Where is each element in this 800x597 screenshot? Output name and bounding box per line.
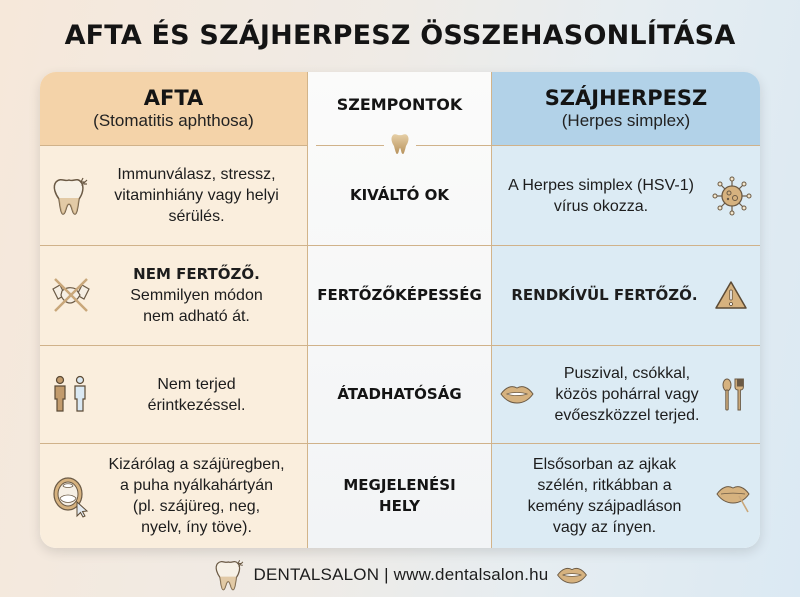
lips-icon — [556, 566, 588, 584]
herpes-contagion-cell — [492, 246, 717, 345]
text-line: vírus okozza. — [553, 197, 649, 215]
text-line: Semmilyen módon — [130, 287, 263, 304]
text-line: HELY — [379, 497, 420, 515]
painful-tooth-icon — [50, 174, 90, 218]
painful-tooth-icon — [212, 557, 246, 593]
afta-transmission-cell — [86, 346, 307, 443]
lips-icon — [500, 384, 534, 404]
afta-header-subtitle: (Stomatitis aphthosa) — [93, 111, 254, 130]
comparison-table — [40, 72, 760, 548]
herpes-transmission-cell — [537, 346, 717, 443]
criterion-transmission — [307, 346, 492, 443]
text-line: kemény szájpadláson — [527, 498, 682, 515]
afta-transmission-text — [148, 374, 246, 416]
open-mouth-pointer-icon — [52, 476, 92, 518]
text-line: a puha nyálkahártyán — [119, 477, 273, 494]
herpes-location-text — [528, 454, 682, 538]
text-line: vitaminhiány vagy helyi — [114, 187, 279, 204]
text-line: Immunválasz, stressz, — [117, 166, 276, 183]
herpes-cause-cell — [492, 146, 710, 245]
text-line: (pl. szájüreg, neg, — [132, 498, 261, 515]
text-line: nem adható át. — [143, 308, 250, 325]
afta-header — [40, 72, 307, 145]
herpes-header — [492, 72, 760, 145]
afta-location-cell — [86, 444, 307, 548]
text-line: Nem terjed — [157, 375, 236, 393]
spoon-fork-icon — [721, 378, 745, 412]
text-line: érintkezéssel. — [147, 396, 246, 414]
criterion-label: KIVÁLTÓ OK — [349, 186, 450, 204]
afta-cause-text — [114, 164, 279, 227]
criterion-label — [343, 475, 455, 517]
herpes-header-title: SZÁJHERPESZ — [544, 86, 708, 110]
text-line: közös pohárral vagy — [555, 386, 699, 403]
herpes-location-cell — [492, 444, 717, 548]
bold-text: RENDKÍVÜL FERTŐZŐ. — [511, 286, 698, 304]
criterion-label: FERTŐZŐKÉPESSÉG — [317, 286, 482, 304]
crossed-handshake-icon — [50, 275, 92, 315]
afta-contagion-text — [130, 264, 263, 327]
text-line: szélén, ritkábban a — [537, 477, 672, 494]
text-line: Elsősorban az ajkak — [532, 456, 677, 473]
afta-location-text — [108, 454, 284, 538]
text-line: nyelv, íny töve). — [141, 519, 252, 536]
text-line: Puszival, csókkal, — [563, 365, 691, 382]
text-line: MEGJELENÉSI — [343, 476, 456, 494]
herpes-contagion-text — [511, 285, 697, 306]
herpes-cause-text — [508, 175, 694, 217]
afta-header-title: AFTA — [143, 86, 204, 110]
warning-icon — [714, 280, 748, 310]
criterion-cause — [307, 146, 492, 245]
text-line: sérülés. — [168, 208, 225, 225]
text-line: Kizárólag a szájüregben, — [108, 456, 285, 473]
two-people-icon — [51, 375, 93, 413]
criterion-label: ÁTADHATÓSÁG — [337, 385, 462, 403]
bold-text: NEM FERTŐZŐ. — [133, 265, 260, 283]
text-line: evőeszközzel terjed. — [554, 407, 700, 424]
afta-contagion-cell — [86, 246, 307, 345]
footer-brand: DENTALSALON | www.dentalsalon.hu — [253, 565, 549, 584]
page-title: AFTA ÉS SZÁJHERPESZ ÖSSZEHASONLÍTÁSA — [64, 20, 736, 51]
afta-cause-cell — [86, 146, 307, 245]
lips-with-brush-icon — [716, 484, 752, 514]
criterion-location — [307, 444, 492, 548]
virus-icon — [712, 176, 752, 216]
criterion-contagion — [307, 246, 492, 345]
criteria-header-title: SZEMPONTOK — [336, 95, 463, 114]
herpes-header-subtitle: (Herpes simplex) — [561, 111, 691, 130]
text-line: A Herpes simplex (HSV-1) — [508, 176, 694, 194]
text-line: vagy az ínyen. — [552, 519, 657, 536]
herpes-transmission-text — [555, 363, 700, 426]
footer — [0, 558, 800, 592]
